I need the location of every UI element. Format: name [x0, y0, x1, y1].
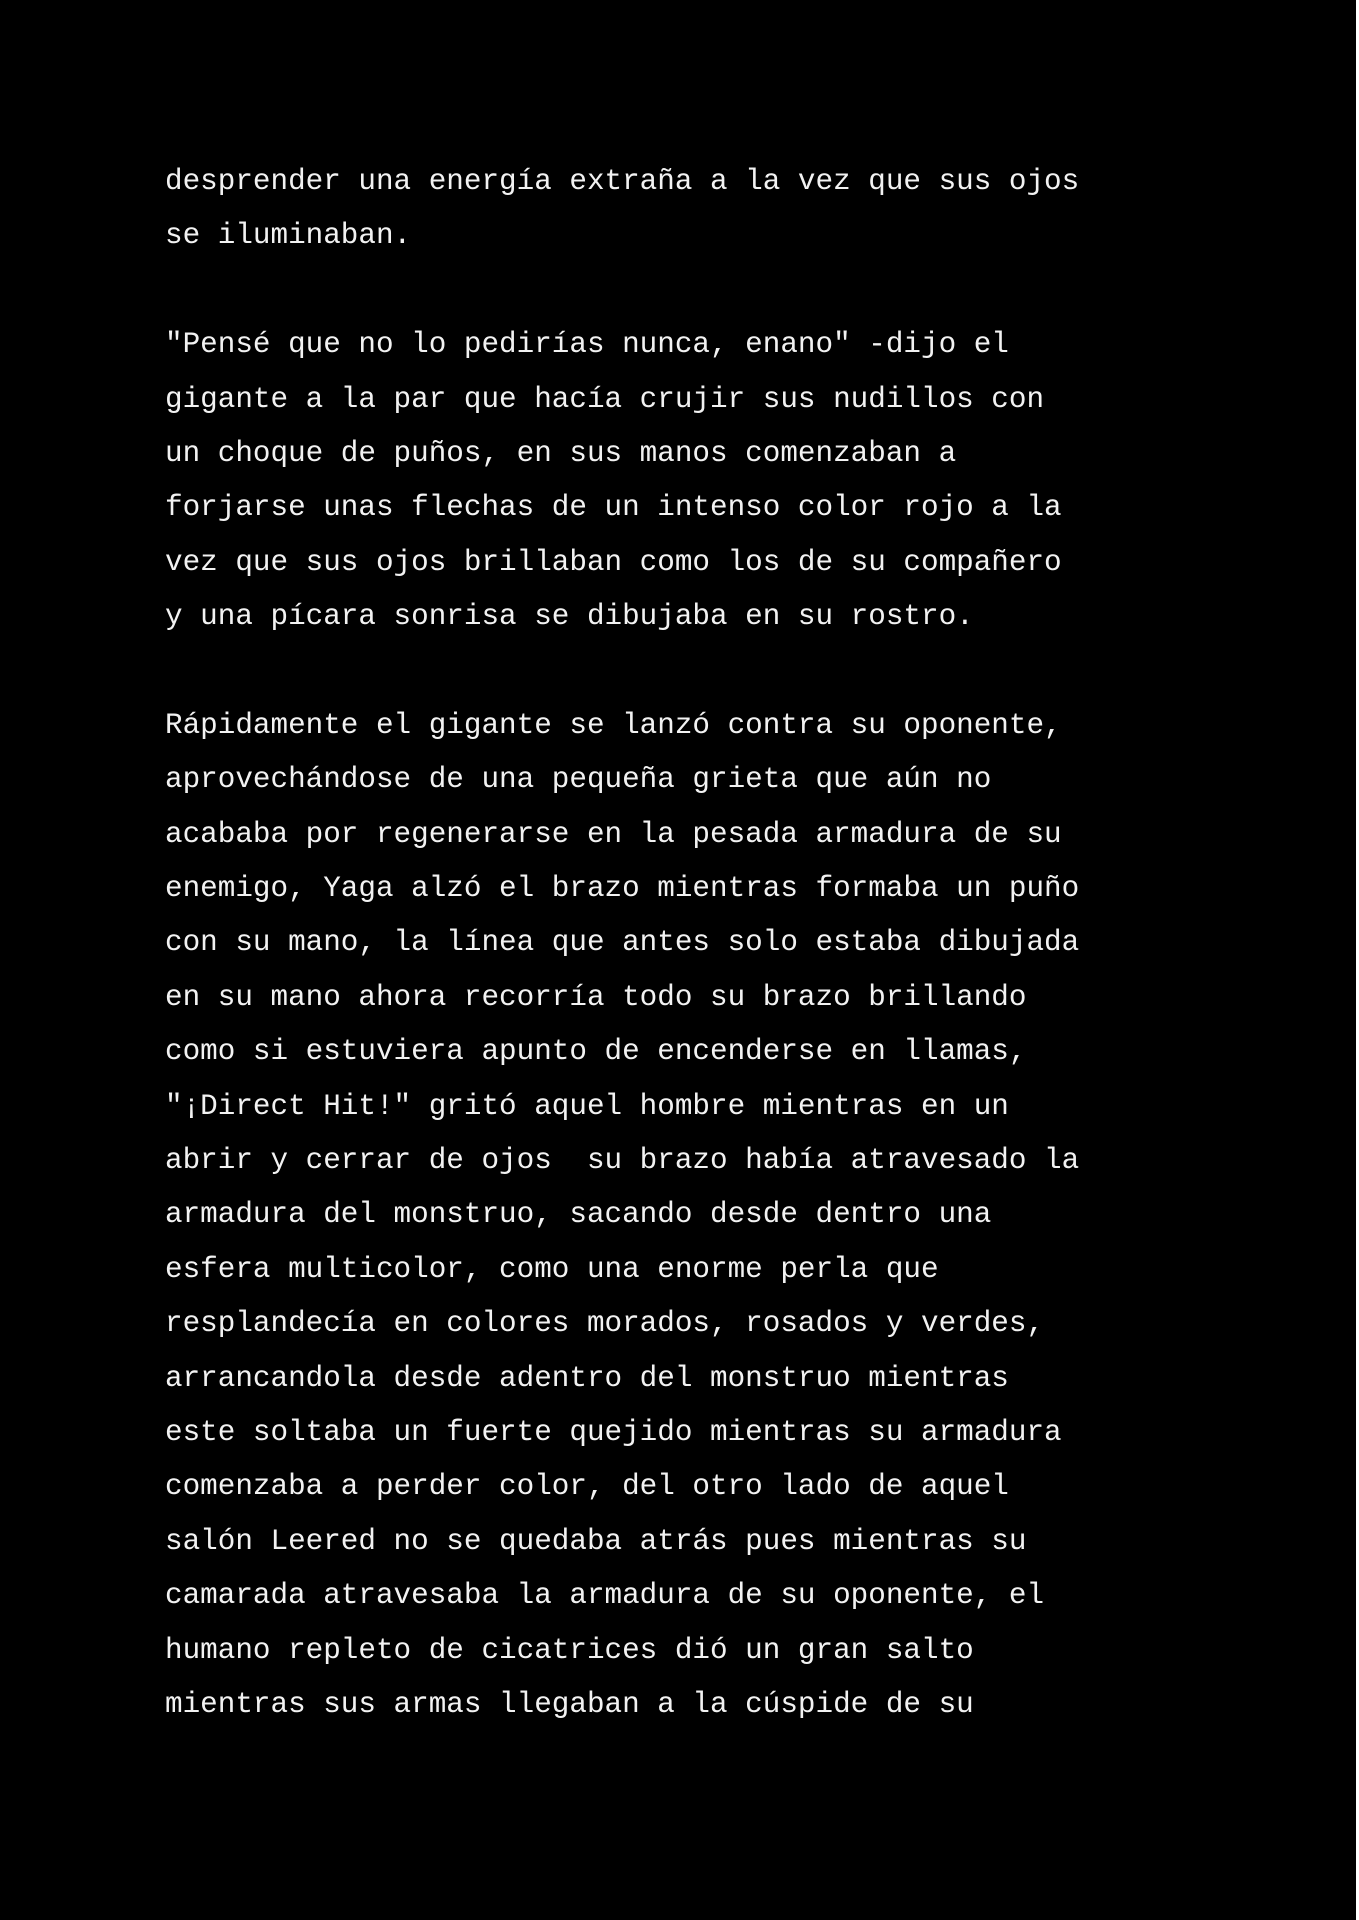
- text-line: y una pícara sonrisa se dibujaba en su rostro.: [165, 600, 974, 634]
- text-line: armadura del monstruo, sacando desde dentro una: [165, 1198, 992, 1232]
- text-line: un choque de puños, en sus manos comenzaban a: [165, 436, 957, 470]
- text-line: forjarse unas flechas de un intenso color rojo a la: [165, 491, 1062, 525]
- text-line: "¡Direct Hit!" gritó aquel hombre mientras en un: [165, 1089, 1009, 1123]
- text-line: arrancandola desde adentro del monstruo mientras: [165, 1361, 1009, 1395]
- text-line: humano repleto de cicatrices dió un gran salto: [165, 1633, 974, 1667]
- text-line: como si estuviera apunto de encenderse en llamas,: [165, 1035, 1027, 1069]
- text-line: resplandecía en colores morados, rosados y verdes,: [165, 1307, 1045, 1341]
- text-line: gigante a la par que hacía crujir sus nudillos con: [165, 382, 1045, 416]
- story-text: [165, 155, 1225, 1732]
- text-line: acababa por regenerarse en la pesada armadura de su: [165, 817, 1062, 851]
- text-line: "Pensé que no lo pedirías nunca, enano" -dijo el: [165, 328, 1009, 362]
- text-line: este soltaba un fuerte quejido mientras su armadura: [165, 1415, 1062, 1449]
- text-line: abrir y cerrar de ojos su brazo había atravesado la: [165, 1144, 1080, 1178]
- text-line: mientras sus armas llegaban a la cúspide de su: [165, 1687, 974, 1721]
- paragraph-2: [165, 318, 1225, 644]
- text-line: esfera multicolor, como una enorme perla que: [165, 1252, 939, 1286]
- text-line: se iluminaban.: [165, 219, 412, 253]
- paragraph-3: [165, 699, 1225, 1732]
- text-line: con su mano, la línea que antes solo estaba dibujada: [165, 926, 1080, 960]
- text-line: Rápidamente el gigante se lanzó contra su oponente,: [165, 708, 1062, 742]
- text-line: camarada atravesaba la armadura de su oponente, el: [165, 1579, 1045, 1613]
- paragraph-1: [165, 155, 1225, 264]
- text-line: comenzaba a perder color, del otro lado de aquel: [165, 1470, 1009, 1504]
- text-line: vez que sus ojos brillaban como los de su compañero: [165, 545, 1062, 579]
- text-line: desprender una energía extraña a la vez que sus ojos: [165, 165, 1080, 198]
- text-line: enemigo, Yaga alzó el brazo mientras formaba un puño: [165, 872, 1080, 906]
- text-line: aprovechándose de una pequeña grieta que aún no: [165, 763, 992, 797]
- text-line: salón Leered no se quedaba atrás pues mientras su: [165, 1524, 1027, 1558]
- text-line: en su mano ahora recorría todo su brazo brillando: [165, 980, 1027, 1014]
